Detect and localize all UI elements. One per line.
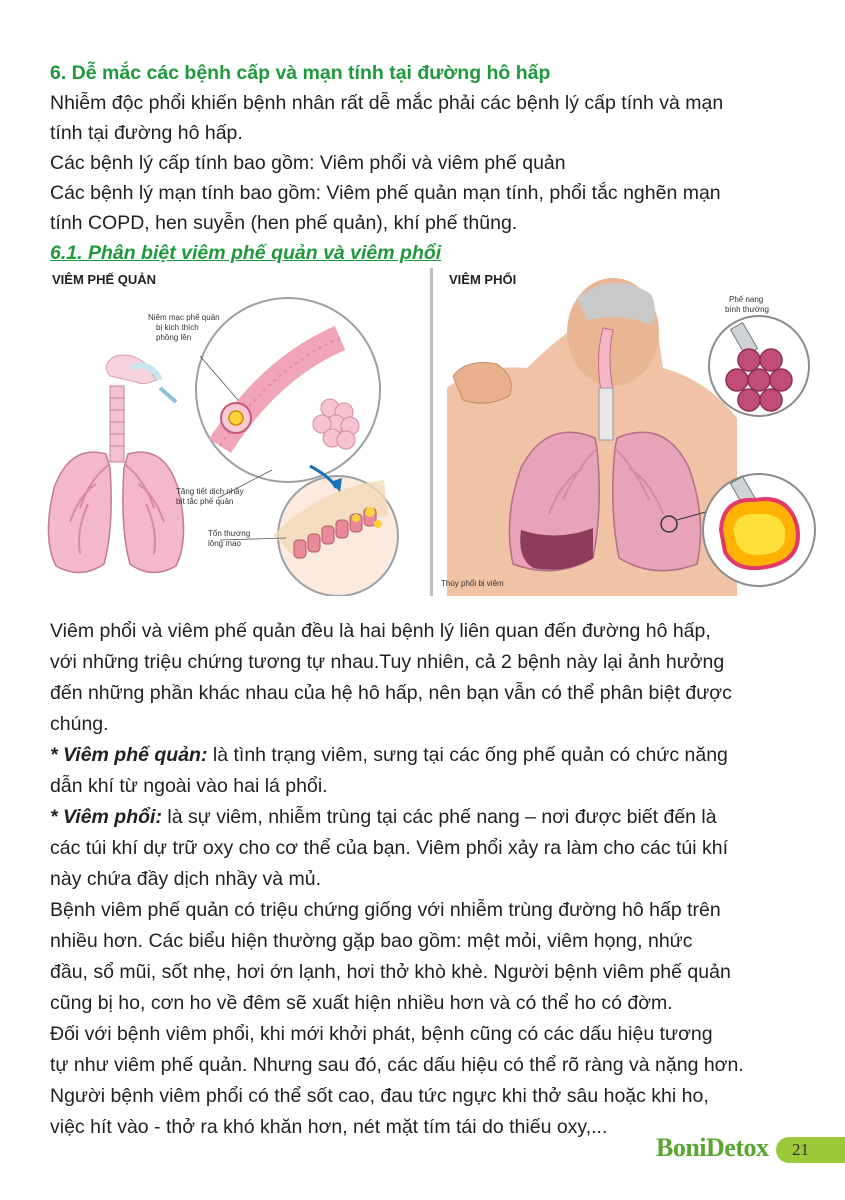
airflow-arrow-icon: [160, 388, 176, 402]
paragraph-line: này chứa đầy dịch nhầy và mủ.: [50, 868, 322, 890]
figure-divider: [430, 268, 433, 596]
bronchus-zoom-circle: [196, 298, 380, 482]
paragraph-line: Đối với bệnh viêm phổi, khi mới khởi phát, bệnh cũng có các dấu hiệu tương: [50, 1023, 713, 1045]
paragraph-line: Viêm phổi và viêm phế quản đều là hai bệnh lý liên quan đến đường hô hấp,: [50, 620, 711, 642]
paragraph-line: Người bệnh viêm phổi có thể sốt cao, đau tức ngực khi thở sâu hoặc khi ho,: [50, 1085, 709, 1107]
intro-line: Nhiễm độc phổi khiến bệnh nhân rất dễ mắc phải các bệnh lý cấp tính và mạn: [50, 92, 724, 114]
annotation-mucus-line1: Tăng tiết dịch nhầy: [176, 487, 244, 496]
annotation-cilia-line2: lông mao: [208, 539, 241, 548]
body-text: [50, 616, 790, 1143]
paragraph-line: Bệnh viêm phế quản có triệu chứng giống với nhiễm trùng đường hô hấp trên: [50, 899, 721, 921]
annotation-mucosa-line3: phồng lên: [156, 333, 192, 342]
intro-line: tính tại đường hô hấp.: [50, 122, 243, 144]
paragraph-line: dẫn khí từ ngoài vào hai lá phổi.: [50, 775, 328, 797]
pneumonia-panel: [437, 268, 822, 596]
paragraph-line: đến những phần khác nhau của hệ hô hấp, nên bạn vẫn có thể phân biệt được: [50, 682, 732, 704]
annotation-normal-line2: bình thường: [725, 305, 769, 314]
annotation-normal-line1: Phế nang: [729, 295, 764, 304]
paragraph-line: đầu, sổ mũi, sốt nhẹ, hơi ớn lạnh, hơi thở khò khè. Người bệnh viêm phế quản: [50, 961, 731, 983]
annotation-mucosa-line1: Niêm mạc phế quản: [148, 313, 220, 322]
hand-icon: [453, 363, 511, 404]
bronchitis-definition-text: là tình trạng viêm, sưng tại các ống phế quản có chức năng: [207, 744, 728, 766]
pneumonia-title: VIÊM PHỔI: [449, 272, 517, 287]
bronchitis-illustration: [40, 268, 426, 596]
intro-section: [50, 58, 790, 268]
comparison-figure: [40, 268, 822, 596]
bronchitis-term: * Viêm phế quản:: [50, 744, 208, 766]
page-number: 21: [792, 1140, 809, 1159]
page-number-tab: [776, 1137, 845, 1163]
paragraph-line: các túi khí dự trữ oxy cho cơ thể của bạn. Viêm phổi xảy ra làm cho các túi khí: [50, 837, 729, 859]
annotation-mucosa-line2: bị kích thích: [156, 323, 199, 332]
bronchitis-definition: [50, 740, 790, 771]
mucus-icon: [229, 411, 243, 425]
annotation-mucus-line2: bít tắc phế quản: [176, 497, 234, 506]
pneumonia-illustration: [437, 268, 822, 596]
intro-line: tính COPD, hen suyễn (hen phế quản), khí phế thũng.: [50, 212, 518, 234]
paragraph-line: việc hít vào - thở ra khó khăn hơn, nét mặt tím tái do thiếu oxy,...: [50, 1116, 608, 1138]
pneumonia-definition-text: là sự viêm, nhiễm trùng tại các phế nang – nơi được biết đến là: [161, 806, 717, 828]
paragraph-line: chúng.: [50, 713, 109, 735]
annotation-lobe: Thùy phổi bị viêm: [441, 579, 504, 588]
pneumonia-definition: [50, 802, 790, 833]
bronchitis-title: VIÊM PHẾ QUẢN: [52, 272, 157, 287]
brand-logo: BoniDetox: [656, 1133, 769, 1162]
paragraph-line: nhiều hơn. Các biểu hiện thường gặp bao gồm: mệt mỏi, viêm họng, nhức: [50, 930, 693, 952]
subsection-heading: 6.1. Phân biệt viêm phế quản và viêm phổi: [50, 242, 442, 264]
pneumonia-term: * Viêm phổi:: [50, 806, 162, 828]
trachea-icon: [110, 386, 124, 462]
intro-line: Các bệnh lý mạn tính bao gồm: Viêm phế quản mạn tính, phổi tắc nghẽn mạn: [50, 182, 721, 204]
annotation-cilia-line1: Tổn thương: [208, 529, 251, 538]
bronchitis-panel: [40, 268, 426, 596]
section-heading: 6. Dễ mắc các bệnh cấp và mạn tính tại đường hô hấp: [50, 62, 551, 84]
trachea-icon: [599, 388, 613, 440]
intro-line: Các bệnh lý cấp tính bao gồm: Viêm phổi và viêm phế quản: [50, 152, 566, 174]
paragraph-line: cũng bị ho, cơn ho về đêm sẽ xuất hiện nhiều hơn và có thể ho có đờm.: [50, 992, 673, 1014]
paragraph-line: tự như viêm phế quản. Nhưng sau đó, các dấu hiệu có thể rõ ràng và nặng hơn.: [50, 1054, 744, 1076]
paragraph-line: với những triệu chứng tương tự nhau.Tuy nhiên, cả 2 bệnh này lại ảnh hưởng: [50, 651, 725, 673]
